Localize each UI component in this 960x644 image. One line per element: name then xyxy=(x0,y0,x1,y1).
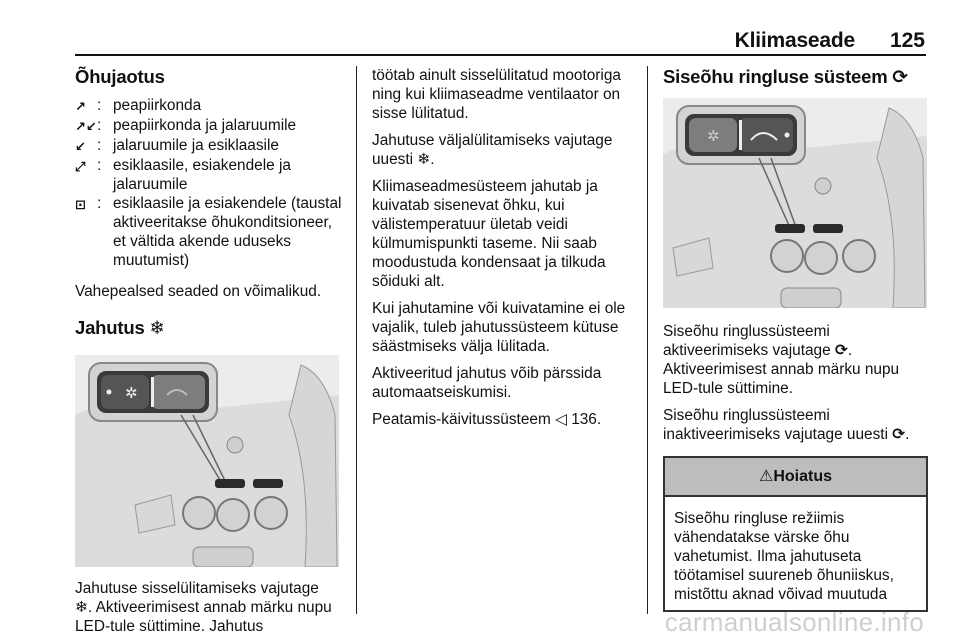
recirculation-icon: ⟳ xyxy=(834,342,848,359)
page-ref-number: 136. xyxy=(571,411,602,428)
symbol-row xyxy=(75,156,343,194)
column-2 xyxy=(372,66,636,437)
cooling-caption-part1: Jahutuse sisselülitamiseks vajutage xyxy=(75,580,319,597)
recirculation-heading xyxy=(663,66,928,88)
page-header-title: Kliimaseade xyxy=(734,29,855,52)
vent-feet-windscreen-icon: ↙ xyxy=(75,139,86,154)
recirculation-on-text: Siseõhu ringlussüsteemi aktiveerimiseks vajutage xyxy=(663,323,831,359)
snowflake-icon: ❄ xyxy=(75,599,88,616)
cooling-paragraph-2 xyxy=(372,131,636,169)
recirculation-on-end: . Aktiveerimisest annab märku nupu LED-tule süttimine. xyxy=(663,342,900,397)
warning-header xyxy=(665,458,926,497)
symbol-row xyxy=(75,136,343,156)
column-1 xyxy=(75,66,343,644)
cooling-caption-part2: . Aktiveerimisest annab märku nupu LED-tule süttimine. Jahutus xyxy=(75,599,332,635)
cooling-heading-text: Jahutus xyxy=(75,317,145,338)
colon: : xyxy=(97,97,102,114)
air-distribution-heading: Õhujaotus xyxy=(75,66,165,87)
colon: : xyxy=(97,157,102,174)
warning-text: Siseõhu ringluse režiimis vähendatakse värske õhu vahetumist. Ilma jahutuseta töötamisel suureneb õhuniiskus, mistõttu aknad võivad muutuda xyxy=(674,510,894,603)
svg-text:✲: ✲ xyxy=(707,127,720,145)
cooling-paragraph-5: Aktiveeritud jahutus võib pärssida automaatseiskumisi. xyxy=(372,365,602,401)
snowflake-icon: ❄ xyxy=(149,317,165,338)
defrost-icon: ⊡ xyxy=(75,197,86,212)
warning-triangle-icon: ⚠ xyxy=(758,468,774,485)
recirculation-heading-text: Siseõhu ringluse süsteem xyxy=(663,66,888,87)
column-divider xyxy=(356,66,357,614)
dashboard-illustration xyxy=(663,98,927,308)
intermediate-settings-note: Vahepealsed seaded on võimalikud. xyxy=(75,283,322,300)
symbol-description: peapiirkonda xyxy=(113,97,202,114)
column-divider xyxy=(647,66,648,614)
cooling-paragraph-1: töötab ainult sisselülitatud mootoriga ning kui kliimaseadme ventilaator on sisse lülitatud. xyxy=(372,67,621,122)
cooling-caption xyxy=(75,579,343,636)
cooling-paragraph-3: Kliimaseadmesüsteem jahutab ja kuivatab sisenevat õhku, kui välistemperatuur ületab veidi külmumispunkti taseme. Nii saab moodustuda kondensaat ja tilkuda sõiduki alt. xyxy=(372,178,606,290)
symbol-description: esiklaasile, esiakendele ja jalaruumile xyxy=(113,157,291,193)
cooling-illustration xyxy=(75,355,339,567)
recirculation-off-paragraph xyxy=(663,406,928,444)
vent-face-icon: ↗ xyxy=(75,99,86,114)
dashboard-illustration xyxy=(75,355,339,567)
symbol-description: esiklaasile ja esiakendele (taustal aktiveeritakse õhukonditsioneer, et vältida akende uduseks muutumist) xyxy=(113,195,342,269)
symbol-row xyxy=(75,116,343,136)
stop-start-reference xyxy=(372,410,636,429)
recirculation-off-text: Siseõhu ringlussüsteemi inaktiveerimiseks vajutage uuesti xyxy=(663,407,888,443)
warning-box xyxy=(663,456,928,612)
svg-text:✲: ✲ xyxy=(125,384,138,402)
symbol-row xyxy=(75,194,343,270)
header-rule xyxy=(75,54,926,56)
colon: : xyxy=(97,195,102,212)
column-3 xyxy=(663,66,928,612)
recirculation-on-paragraph xyxy=(663,322,928,398)
colon: : xyxy=(97,137,102,154)
vent-windscreen-windows-feet-icon: ⤢ xyxy=(75,159,86,174)
warning-title: Hoiatus xyxy=(773,468,832,485)
recirculation-illustration xyxy=(663,98,927,308)
watermark: carmanualsonline.info xyxy=(664,607,924,637)
colon: : xyxy=(97,117,102,134)
symbol-description: jalaruumile ja esiklaasile xyxy=(113,137,279,154)
period: . xyxy=(430,151,435,168)
cooling-off-text: Jahutuse väljalülitamiseks vajutage uuesti xyxy=(372,132,613,168)
cooling-heading xyxy=(75,317,343,339)
snowflake-icon: ❄ xyxy=(417,151,431,168)
period: . xyxy=(905,426,910,443)
warning-body xyxy=(665,497,926,610)
cooling-paragraph-4: Kui jahutamine või kuivatamine ei ole vajalik, tuleb jahutussüsteem kütuse säästmiseks välja lülitada. xyxy=(372,300,626,355)
symbol-description: peapiirkonda ja jalaruumile xyxy=(113,117,297,134)
recirculation-icon: ⟳ xyxy=(892,426,906,443)
recirculation-icon: ⟳ xyxy=(892,66,908,87)
stop-start-text: Peatamis-käivitussüsteem xyxy=(372,411,551,428)
page-ref-arrow-icon: ◁ xyxy=(555,411,567,428)
vent-face-feet-icon: ↗↙ xyxy=(75,119,97,134)
symbol-row xyxy=(75,96,343,116)
page-number: 125 xyxy=(889,29,925,52)
